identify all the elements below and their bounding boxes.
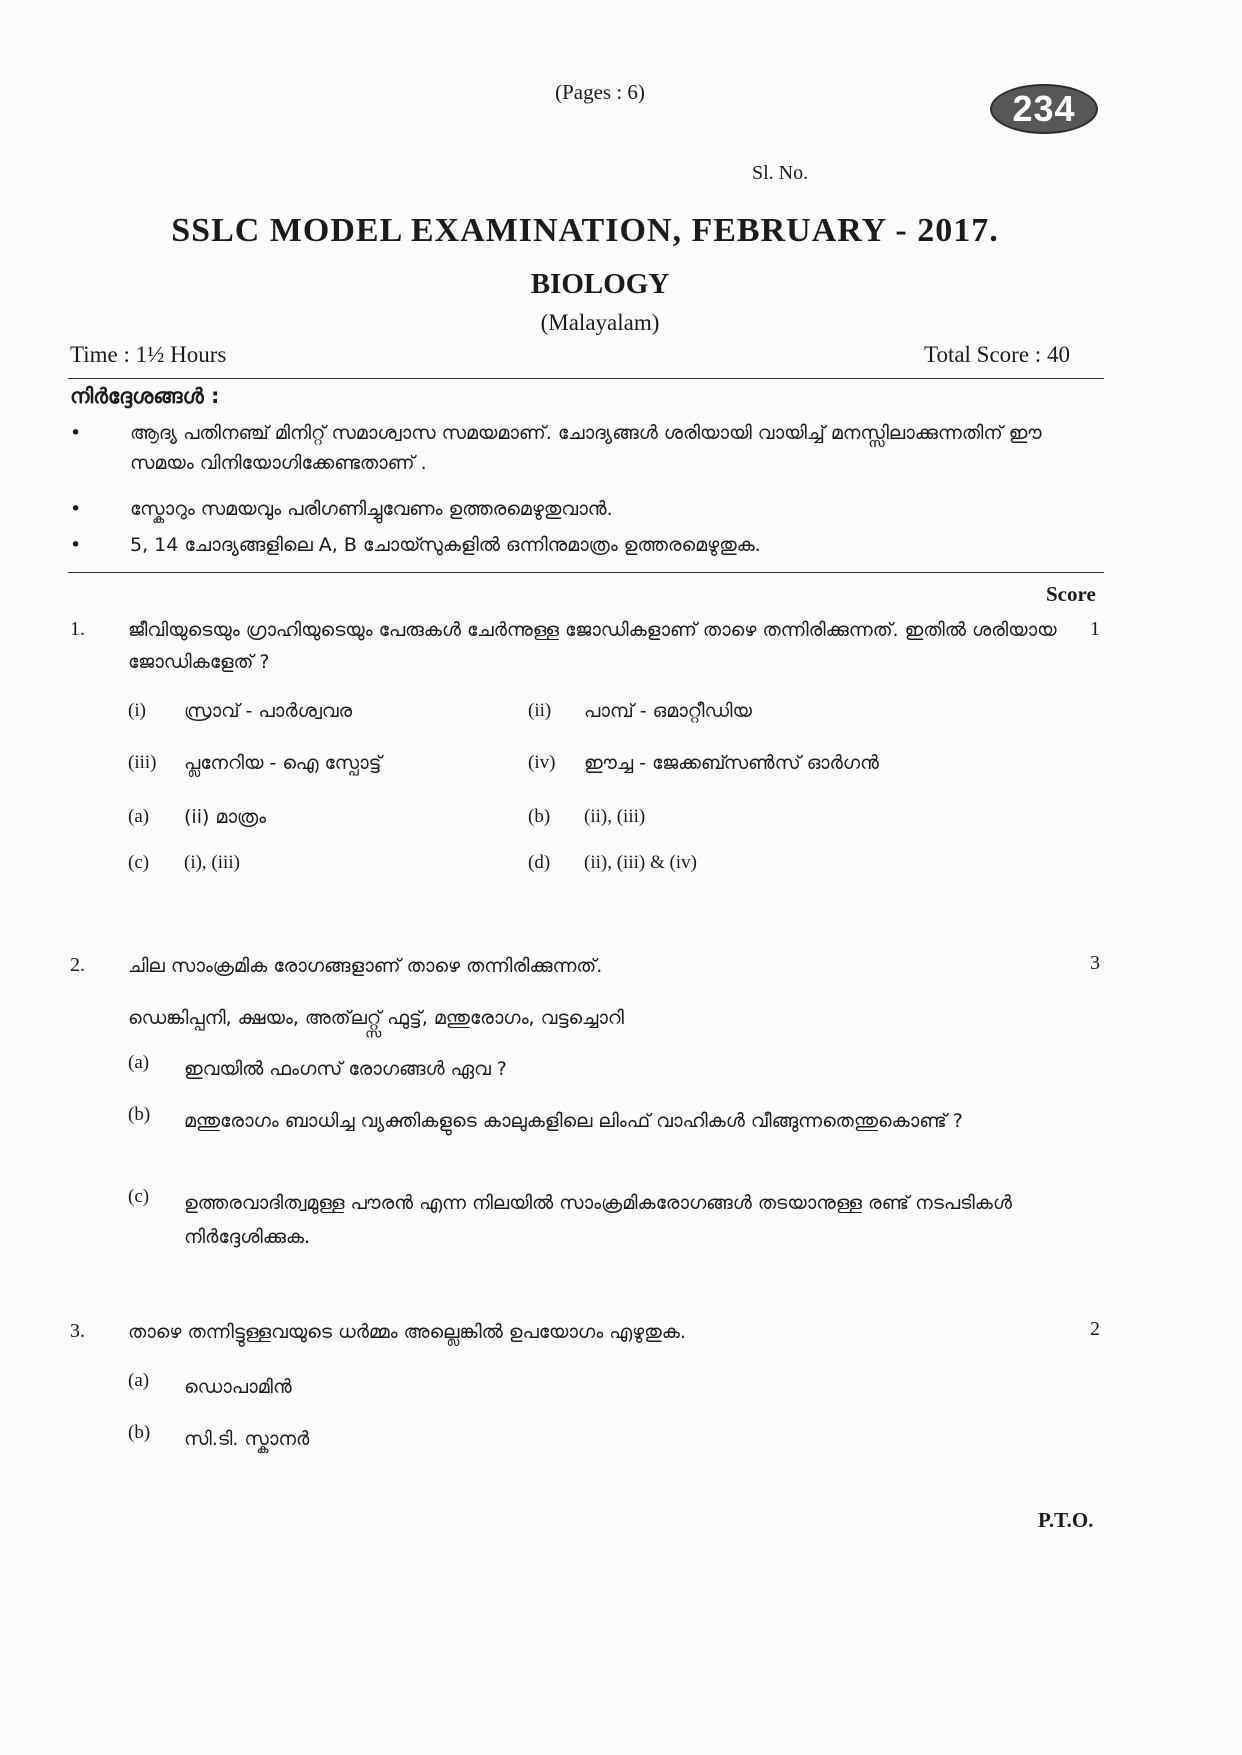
pair-text: ഈച്ച - ജേക്കബ്സൺസ് ഓർഗൻ — [584, 752, 879, 774]
pair-label: (i) — [128, 700, 146, 721]
instructions-divider — [68, 572, 1104, 573]
medium-label: (Malayalam) — [540, 310, 660, 335]
choice-label: (d) — [528, 852, 551, 873]
header-divider — [68, 378, 1104, 379]
page-count: (Pages : 6) — [555, 80, 645, 104]
question-score: 2 — [1090, 1318, 1100, 1340]
sub-question — [128, 1052, 1058, 1086]
question-score: 3 — [1090, 952, 1100, 974]
question-number: 1. — [70, 618, 85, 640]
sub-question-text: ഇവയിൽ ഫംഗസ് രോഗങ്ങൾ ഏവ ? — [184, 1058, 507, 1080]
sub-question-text: ഉത്തരവാദിത്വമുള്ള പൗരൻ എന്ന നിലയിൽ സാംക്രമികരോഗങ്ങൾ തടയാനുള്ള രണ്ട് നടപടികൾ നിർദ്ദേശിക്കുക. — [184, 1192, 1012, 1248]
choice-label: (c) — [128, 852, 150, 873]
pair-label: (ii) — [528, 700, 552, 721]
pair-label: (iv) — [528, 752, 556, 773]
pair-text: പ്ലനേറിയ - ഐ സ്പോട്ട് — [184, 752, 382, 774]
question-number: 2. — [70, 954, 85, 976]
please-turn-over: P.T.O. — [1038, 1508, 1094, 1532]
choice-text: (ii) മാത്രം — [184, 806, 267, 828]
sub-question — [128, 1104, 1058, 1172]
sub-question — [128, 1422, 1058, 1456]
pair-text: സ്രാവ് - പാർശ്വവര — [184, 700, 353, 722]
sub-question-label: (a) — [128, 1370, 150, 1391]
time-allowed: Time : 1½ Hours — [70, 342, 227, 367]
total-score: Total Score : 40 — [924, 342, 1070, 367]
choice-text: (i), (iii) — [184, 852, 240, 873]
instruction-item — [70, 418, 1104, 482]
sub-question-text: മന്തുരോഗം ബാധിച്ച വ്യക്തികളുടെ കാലുകളിലെ ലിംഫ് വാഹികൾ വീങ്ങുന്നതെന്തുകൊണ്ട് ? — [184, 1110, 963, 1132]
sub-question-text: ഡൊപാമിൻ — [184, 1376, 292, 1398]
instruction-text: 5, 14 ചോദ്യങ്ങളിലെ A, B ചോയ്സുകളിൽ ഒന്നിനുമാത്രം ഉത്തരമെഴുതുക. — [130, 534, 761, 556]
instruction-text: സ്കോറും സമയവും പരിഗണിച്ചുവേണം ഉത്തരമെഴുതുവാൻ. — [130, 498, 613, 520]
choice-text: (ii), (iii) — [584, 806, 646, 827]
sub-question-text: സി.ടി. സ്കാനർ — [184, 1428, 310, 1450]
question-text: താഴെ തന്നിട്ടുള്ളവയുടെ ധർമ്മം അല്ലെങ്കിൽ ഉപയോഗം എഴുതുക. — [128, 1321, 686, 1343]
instruction-item — [70, 494, 1104, 524]
serial-number-label: Sl. No. — [752, 162, 809, 184]
sub-question-label: (c) — [128, 1186, 150, 1207]
sub-question-label: (b) — [128, 1422, 151, 1443]
choice-label: (b) — [528, 806, 551, 827]
choice-text: (ii), (iii) & (iv) — [584, 852, 697, 873]
subject-title: BIOLOGY — [530, 268, 670, 300]
sub-question-label: (b) — [128, 1104, 151, 1125]
score-column-heading: Score — [1046, 582, 1096, 606]
question-number: 3. — [70, 1320, 85, 1342]
bullet-icon: • — [70, 422, 82, 444]
question-text: ജീവിയുടെയും ഗ്രാഹിയുടെയും പേരുകൾ ചേർന്നുള്ള ജോഡികളാണ് താഴെ തന്നിരിക്കുന്നത്. ഇതിൽ ശരിയായ ജോഡികളേത് ? — [128, 619, 1057, 673]
pair-label: (iii) — [128, 752, 157, 773]
bullet-icon: • — [70, 498, 82, 520]
sub-question — [128, 1370, 1058, 1404]
question-text: ചില സാംക്രമിക രോഗങ്ങളാണ് താഴെ തന്നിരിക്കുന്നത്. — [128, 955, 603, 977]
sub-question-label: (a) — [128, 1052, 150, 1073]
instructions-heading: നിർദ്ദേശങ്ങൾ : — [70, 384, 220, 408]
pair-text: പാമ്പ് - ഒമാറ്റീഡിയ — [584, 700, 752, 722]
sub-question — [128, 1186, 1058, 1254]
instruction-item — [70, 530, 1104, 560]
disease-list: ഡെങ്കിപ്പനി, ക്ഷയം, അത്‌ലറ്റ്സ് ഫുട്ട്, മന്തുരോഗം, വട്ടച്ചൊറി — [128, 1007, 624, 1029]
instruction-text: ആദ്യ പതിനഞ്ച് മിനിറ്റ് സമാശ്വാസ സമയമാണ്. ചോദ്യങ്ങൾ ശരിയായി വായിച്ച് മനസ്സിലാക്കുന്നതിന് ഈ സമയം വിനിയോഗിക്കേണ്ടതാണ് . — [130, 422, 1042, 474]
choice-label: (a) — [128, 806, 150, 827]
bullet-icon: • — [70, 534, 82, 556]
question-score: 1 — [1090, 618, 1100, 640]
exam-title: SSLC MODEL EXAMINATION, FEBRUARY - 2017. — [171, 212, 999, 249]
paper-code-badge: 234 — [990, 84, 1098, 134]
